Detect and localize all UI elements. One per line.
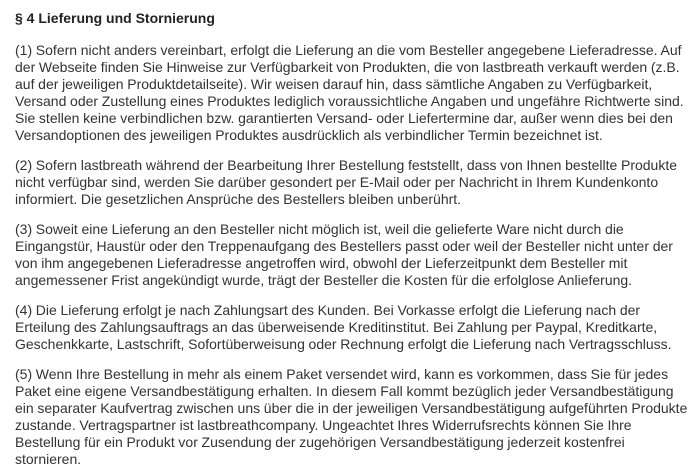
paragraph-2-unavailable-products: (2) Sofern lastbreath während der Bearbeitung Ihrer Bestellung feststellt, dass von Ihnen bestellte Produkte nicht verfügbar sind, werden Sie darüber gesondert per E-Mail oder per Nachricht in Ihrem Kundenkonto informiert. Die gesetzlichen Ansprüche des Bestellers bleiben unberührt. (15, 157, 678, 207)
paragraph-3-failed-delivery: (3) Soweit eine Lieferung an den Besteller nicht möglich ist, weil die gelieferte Ware nicht durch die Eingangstür, Haustür oder den Treppenaufgang des Bestellers passt oder weil der Besteller nicht unter der von ihm angegebenen Lieferadresse angetroffen wird, obwohl der Lieferzeitpunkt dem Besteller mit angemessener Frist angekündigt wurde, trägt der Besteller die Kosten für die erfolglose Anlieferung. (15, 221, 673, 288)
paragraph-5-multiple-packages: (5) Wenn Ihre Bestellung in mehr als einem Paket versendet wird, kann es vorkommen, dass Sie für jedes Paket eine eigene Versandbestätigung erhalten. In diesem Fall kommt bezüglich jeder Versandbestätigung ein separater Kaufvertrag zwischen uns über die in der jeweiligen Versandbestätigung aufgeführten Produkte zustande. Vertragspartner ist lastbreathcompany. Ungeachtet Ihres Widerrufsrechts können Sie Ihre Bestellung für ein Produkt vor Zusendung der zugehörigen Versandbestätigung jederzeit kostenfrei stornieren. (15, 366, 688, 467)
section-title: § 4 Lieferung und Stornierung (15, 10, 215, 26)
paragraph-4-payment-method: (4) Die Lieferung erfolgt je nach Zahlungsart des Kunden. Bei Vorkasse erfolgt die Lieferung nach der Erteilung des Zahlungsauftrags an das überweisende Kreditinstitut. Bei Zahlung per Paypal, Kreditkarte, Geschenkkarte, Lastschrift, Sofortüberweisung oder Rechnung erfolgt die Lieferung nach Vertragsschluss. (15, 302, 672, 352)
paragraph-1-delivery-address: (1) Sofern nicht anders vereinbart, erfolgt die Lieferung an die vom Besteller angegebene Lieferadresse. Auf der Webseite finden Sie Hinweise zur Verfügbarkeit von Produkten, die von lastbreath verkauft werden (z.B. auf der jeweiligen Produktdetailseite). Wir weisen darauf hin, dass sämtliche Angaben zu Verfügbarkeit, Versand oder Zustellung eines Produktes lediglich voraussichtliche Angaben und ungefähre Richtwerte sind. Sie stellen keine verbindlichen bzw. garantierten Versand- oder Liefertermine dar, außer wenn dies bei den Versandoptionen des jeweiligen Produktes ausdrücklich als verbindlicher Termin bezeichnet ist. (15, 42, 684, 143)
